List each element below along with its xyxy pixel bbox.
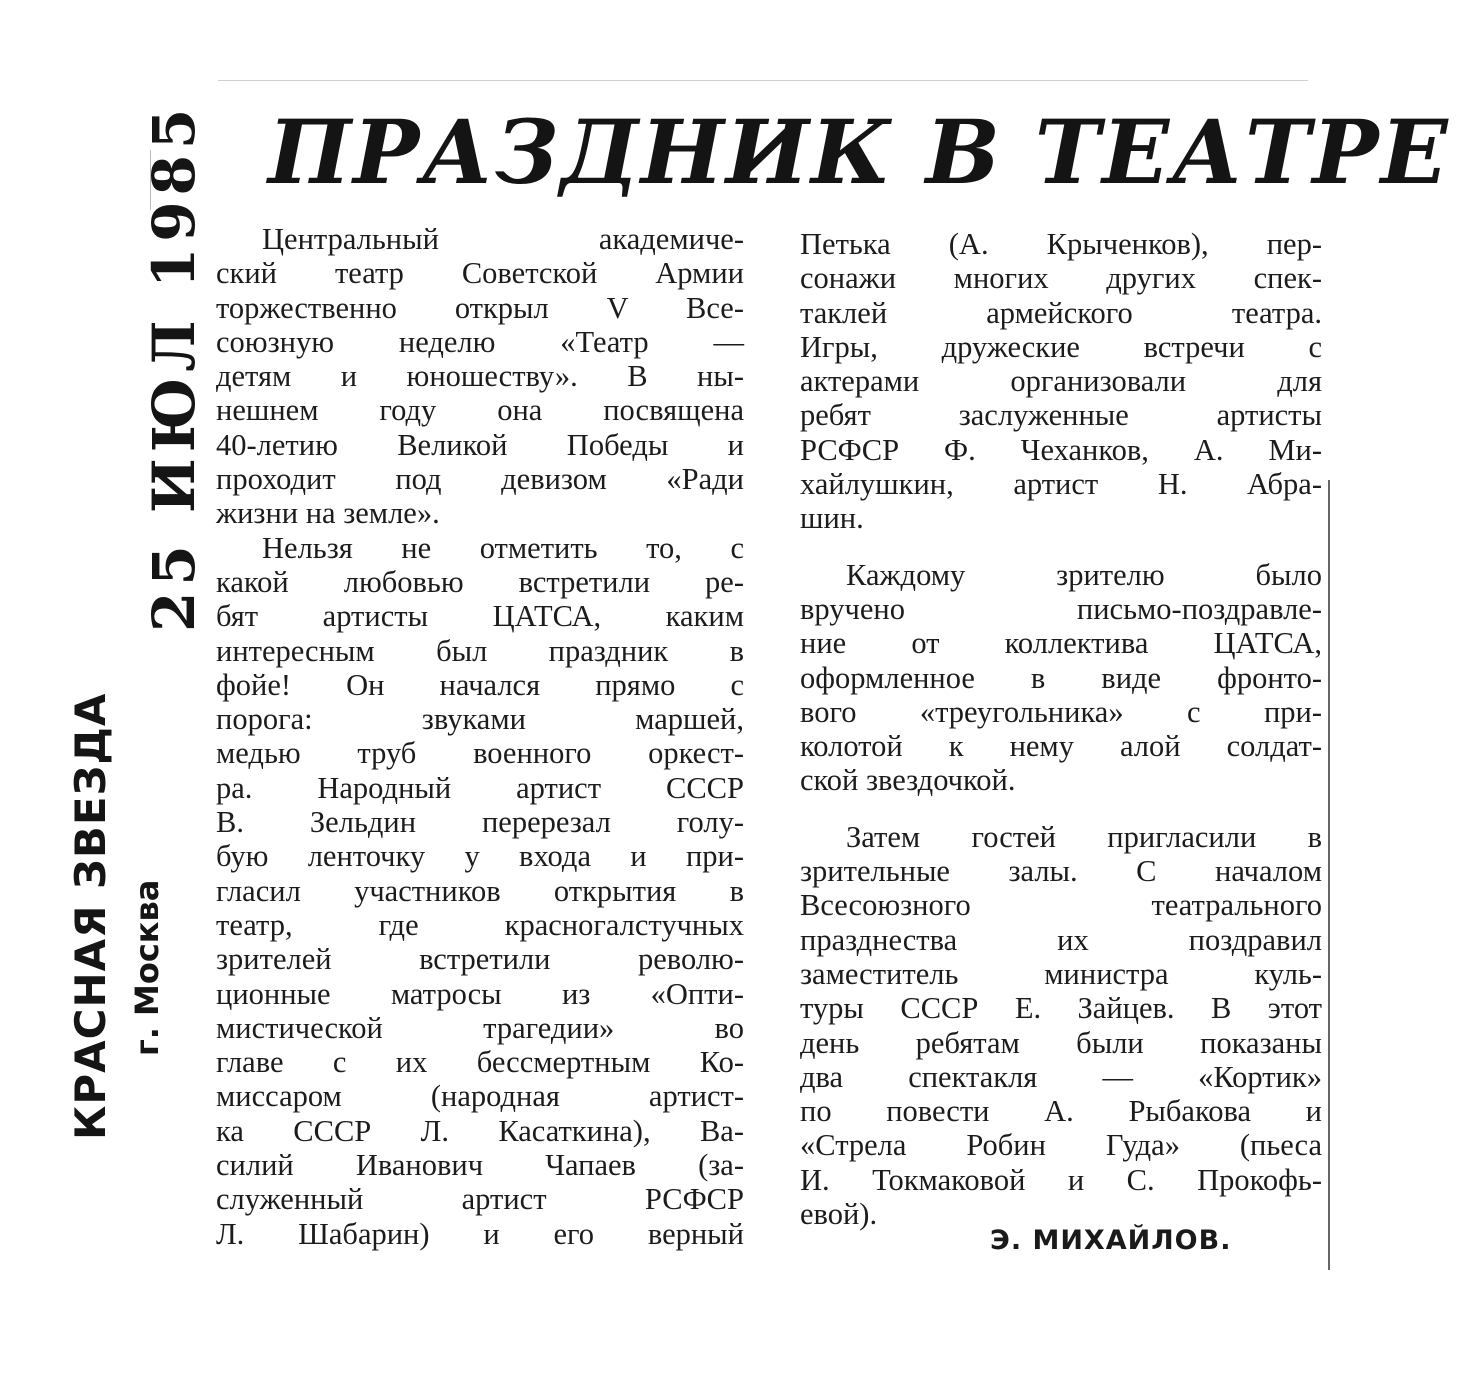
paragraph-gap <box>800 798 1322 820</box>
text-line: нешнем году она посвящена <box>216 393 744 428</box>
text-line: Игры, дружеские встречи с <box>800 329 1322 364</box>
text-line: жизни на земле». <box>216 496 440 531</box>
text-line: медью труб военного оркест- <box>216 736 744 771</box>
text-line: таклей армейского театра. <box>800 295 1322 330</box>
text-line: В. Зельдин перерезал голу- <box>216 805 744 840</box>
text-line: актерами организовали для <box>800 364 1322 399</box>
text-line: 40-летию Великой Победы и <box>216 427 744 462</box>
text-line: празднества их поздравил <box>800 922 1322 957</box>
text-line: фойе! Он начался прямо с <box>216 667 744 702</box>
newspaper-name-stamp: КРАСНАЯ ЗВЕЗДА <box>66 692 115 1140</box>
text-line: Затем гостей пригласили в <box>846 819 1322 854</box>
text-line: И. Токмаковой и С. Прокофь- <box>800 1162 1322 1197</box>
text-line: зрительные залы. С началом <box>800 854 1322 889</box>
text-line: колотой к нему алой солдат- <box>800 729 1322 764</box>
text-line: ние от коллектива ЦАТСА, <box>800 626 1322 661</box>
archive-date-stamp: 25 ИЮЛ 1985 <box>140 102 208 632</box>
text-line: гласил участников открытия в <box>216 873 744 908</box>
text-line: союзную неделю «Театр — <box>216 324 744 359</box>
text-line: Л. Шабарин) и его верный <box>216 1216 744 1251</box>
article-column-right <box>800 227 1322 1231</box>
text-line: порога: звуками маршей, <box>216 702 744 737</box>
text-line: вого «треугольника» с при- <box>800 694 1322 729</box>
text-line: интересным был праздник в <box>216 633 744 668</box>
text-line: туры СССР Е. Зайцев. В этот <box>800 991 1322 1026</box>
text-line: служенный артист РСФСР <box>216 1182 744 1217</box>
column-border-right <box>1328 480 1330 1270</box>
city-stamp: г. Москва <box>128 879 166 1056</box>
text-line: оформленное в виде фронто- <box>800 660 1322 695</box>
text-line: день ребятам были показаны <box>800 1025 1322 1060</box>
text-line: бую ленточку у входа и при- <box>216 839 744 874</box>
text-line: театр, где красногалстучных <box>216 907 744 942</box>
author-signature: Э. МИХАЙЛОВ. <box>990 1225 1232 1256</box>
text-line: мистической трагедии» во <box>216 1010 744 1045</box>
text-line: ской звездочкой. <box>800 763 1016 798</box>
text-line: Всесоюзного театрального <box>800 888 1322 923</box>
text-line: сонажи многих других спек- <box>800 261 1322 296</box>
text-line: «Стрела Робин Гуда» (пьеса <box>800 1128 1322 1163</box>
text-line: проходит под девизом «Ради <box>216 462 744 497</box>
paragraph-gap <box>800 536 1322 558</box>
text-line: хайлушкин, артист Н. Абра- <box>800 467 1322 502</box>
text-line: торжественно открыл V Все- <box>216 290 744 325</box>
text-line: какой любовью встретили ре- <box>216 564 744 599</box>
text-line: шин. <box>800 501 864 536</box>
text-line: РСФСР Ф. Чеханков, А. Ми- <box>800 432 1322 467</box>
text-line: Каждому зрителю было <box>846 557 1322 592</box>
text-line: ребят заслуженные артисты <box>800 398 1322 433</box>
scan-top-line <box>218 80 1308 81</box>
text-line: Нельзя не отметить то, с <box>262 530 744 565</box>
text-line: детям и юношеству». В ны- <box>216 359 744 394</box>
text-line: ра. Народный артист СССР <box>216 770 744 805</box>
text-line: два спектакля — «Кортик» <box>800 1059 1322 1094</box>
text-line: Центральный академиче- <box>262 222 744 256</box>
text-line: зрителей встретили револю- <box>216 942 744 977</box>
text-line: заместитель министра куль- <box>800 956 1322 991</box>
text-line: Петька (А. Крыченков), пер- <box>800 227 1322 261</box>
text-line: главе с их бессмертным Ко- <box>216 1045 744 1080</box>
article-headline: ПРАЗДНИК В ТЕАТРЕ <box>268 100 1450 204</box>
text-line: ка СССР Л. Касаткина), Ва- <box>216 1113 744 1148</box>
text-line: вручено письмо-поздравле- <box>800 591 1322 626</box>
text-line: по повести А. Рыбакова и <box>800 1094 1322 1129</box>
article-column-left <box>216 222 744 1251</box>
text-line: ский театр Советской Армии <box>216 256 744 291</box>
text-line: ционные матросы из «Опти- <box>216 976 744 1011</box>
text-line: силий Иванович Чапаев (за- <box>216 1148 744 1183</box>
text-line: миссаром (народная артист- <box>216 1079 744 1114</box>
text-line: бят артисты ЦАТСА, каким <box>216 599 744 634</box>
text-line: евой). <box>800 1197 878 1232</box>
